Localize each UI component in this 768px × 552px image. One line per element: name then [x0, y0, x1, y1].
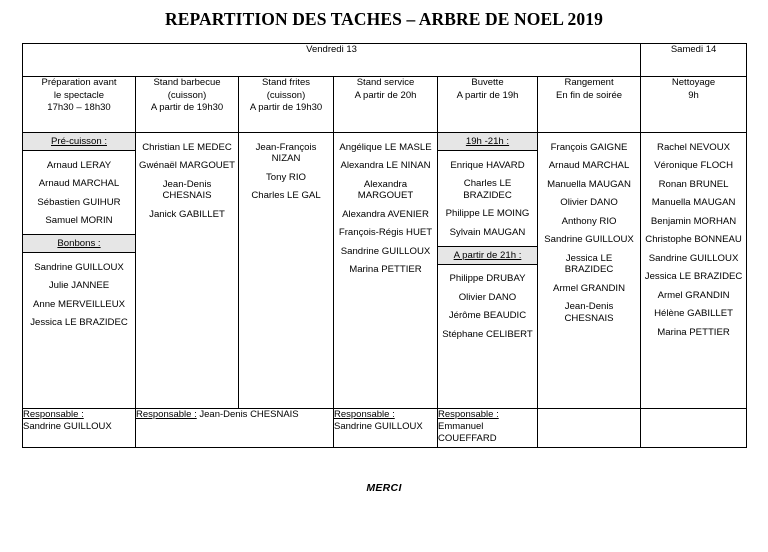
person-name: Jean-François NIZAN — [255, 141, 317, 164]
person-name: François-Régis HUET — [338, 227, 433, 238]
responsable-row — [23, 409, 747, 448]
day-header-2: Samedi 14 — [641, 44, 747, 77]
assignment-cell-buvette — [438, 133, 538, 409]
assignments-row — [23, 133, 747, 409]
column-header-stand-frites: Stand frites (cuisson) A partir de 19h30 — [239, 77, 334, 133]
page-title: REPARTITION DES TACHES – ARBRE DE NOEL 2019 — [165, 9, 603, 29]
person-name: Stéphane CELIBERT — [442, 328, 533, 340]
column-header-nettoyage: Nettoyage 9h — [641, 77, 747, 133]
responsable-label: Responsable : — [136, 409, 197, 420]
subgroup-header: Bonbons : — [23, 234, 135, 253]
person-name: Jessica LE BRAZIDEC — [30, 317, 128, 328]
person-name: Angélique LE MASLE — [339, 141, 432, 153]
person-name: Olivier DANO — [458, 291, 517, 303]
person-name: Alexandra MARGOUET — [357, 178, 414, 201]
assignment-cell-preparation — [23, 133, 136, 409]
person-name: Julie JANNEE — [48, 280, 110, 291]
person-name: Arnaud MARCHAL — [38, 178, 120, 189]
person-name: Jean-Denis CHESNAIS — [564, 301, 614, 324]
person-name: Jessica LE BRAZIDEC — [644, 271, 743, 282]
person-name: Gwénaël MARGOUET — [139, 160, 235, 171]
person-name: Tony RIO — [266, 171, 306, 183]
responsable-cell-stand-service — [334, 409, 438, 448]
responsable-cell-nettoyage — [641, 409, 747, 448]
person-name: Armel GRANDIN — [657, 289, 730, 301]
person-name: Marina PETTIER — [349, 264, 422, 275]
person-name: Enrique HAVARD — [450, 159, 525, 171]
responsable-name: Jean-Denis CHESNAIS — [199, 409, 299, 420]
person-name: Manuella MAUGAN — [547, 178, 631, 190]
person-name: Sylvain MAUGAN — [449, 226, 526, 238]
person-name: Jean-Denis CHESNAIS — [162, 178, 212, 201]
person-name: Sandrine GUILLOUX — [34, 261, 124, 273]
day-header-row — [23, 44, 747, 77]
subgroup-header: A partir de 21h : — [438, 246, 537, 265]
person-name: Benjamin MORHAN — [650, 215, 737, 227]
person-name: Rachel NEVOUX — [657, 141, 731, 153]
responsable-cell-stand-barbecue — [136, 409, 334, 448]
name-list — [334, 133, 437, 283]
column-header-buvette: Buvette A partir de 19h — [438, 77, 538, 133]
name-list — [438, 265, 537, 348]
responsable-label: Responsable : — [438, 409, 499, 420]
person-name: Véronique FLOCH — [654, 160, 734, 171]
column-header-stand-service: Stand service A partir de 20h — [334, 77, 438, 133]
assignment-cell-nettoyage — [641, 133, 747, 409]
person-name: Janick GABILLET — [149, 208, 225, 220]
person-name: Christian LE MEDEC — [142, 141, 232, 153]
person-name: Samuel MORIN — [45, 215, 113, 226]
name-list — [641, 133, 746, 346]
assignment-cell-stand-service — [334, 133, 438, 409]
day-header-1: Vendredi 13 — [23, 44, 641, 77]
footer-note: MERCI — [366, 482, 402, 494]
column-header-rangement: Rangement En fin de soirée — [538, 77, 641, 133]
name-list — [438, 151, 537, 246]
name-list — [23, 151, 135, 234]
person-name: Sandrine GUILLOUX — [340, 245, 431, 257]
responsable-name: Sandrine GUILLOUX — [23, 421, 112, 432]
person-name: Philippe LE MOING — [445, 208, 530, 219]
person-name: Alexandra AVENIER — [342, 208, 429, 220]
person-name: Ronan BRUNEL — [658, 178, 729, 190]
person-name: Marina PETTIER — [657, 326, 730, 338]
person-name: Alexandra LE NINAN — [340, 160, 431, 171]
person-name: Sébastien GUIHUR — [37, 196, 121, 208]
person-name: Christophe BONNEAU — [645, 234, 742, 245]
person-name: Anthony RIO — [561, 215, 617, 227]
responsable-cell-preparation — [23, 409, 136, 448]
name-list — [136, 133, 238, 228]
assignment-cell-stand-frites — [239, 133, 334, 409]
person-name: Olivier DANO — [560, 197, 618, 208]
person-name: Charles LE BRAZIDEC — [463, 178, 512, 201]
responsable-label: Responsable : — [334, 409, 395, 420]
person-name: Charles LE GAL — [251, 190, 321, 201]
name-list — [239, 133, 333, 209]
task-assignment-table-wrapper — [22, 43, 746, 448]
person-name: Jérôme BEAUDIC — [448, 310, 527, 321]
column-header-preparation: Préparation avant le spectacle 17h30 – 18h30 — [23, 77, 136, 133]
person-name: François GAIGNE — [550, 141, 628, 153]
responsable-name: Emmanuel COUEFFARD — [438, 421, 497, 444]
responsable-cell-rangement — [538, 409, 641, 448]
person-name: Sandrine GUILLOUX — [648, 252, 739, 264]
person-name: Sandrine GUILLOUX — [544, 234, 634, 245]
subgroup-header: 19h -21h : — [438, 133, 537, 151]
person-name: Manuella MAUGAN — [651, 197, 736, 208]
responsable-name: Sandrine GUILLOUX — [334, 421, 423, 432]
responsable-label: Responsable : — [23, 409, 84, 420]
task-assignment-table — [22, 43, 747, 448]
person-name: Jessica LE BRAZIDEC — [564, 252, 614, 275]
subgroup-header: Pré-cuisson : — [23, 133, 135, 151]
person-name: Armel GRANDIN — [553, 282, 626, 294]
assignment-cell-stand-barbecue — [136, 133, 239, 409]
column-header-stand-barbecue: Stand barbecue (cuisson) A partir de 19h30 — [136, 77, 239, 133]
name-list — [23, 253, 135, 336]
person-name: Philippe DRUBAY — [449, 273, 526, 284]
column-header-row — [23, 77, 747, 133]
assignment-cell-rangement — [538, 133, 641, 409]
person-name: Anne MERVEILLEUX — [32, 298, 126, 310]
person-name: Arnaud MARCHAL — [548, 160, 630, 171]
responsable-cell-buvette — [438, 409, 538, 448]
name-list — [538, 133, 640, 332]
person-name: Hélène GABILLET — [654, 308, 734, 319]
person-name: Arnaud LERAY — [46, 159, 112, 171]
